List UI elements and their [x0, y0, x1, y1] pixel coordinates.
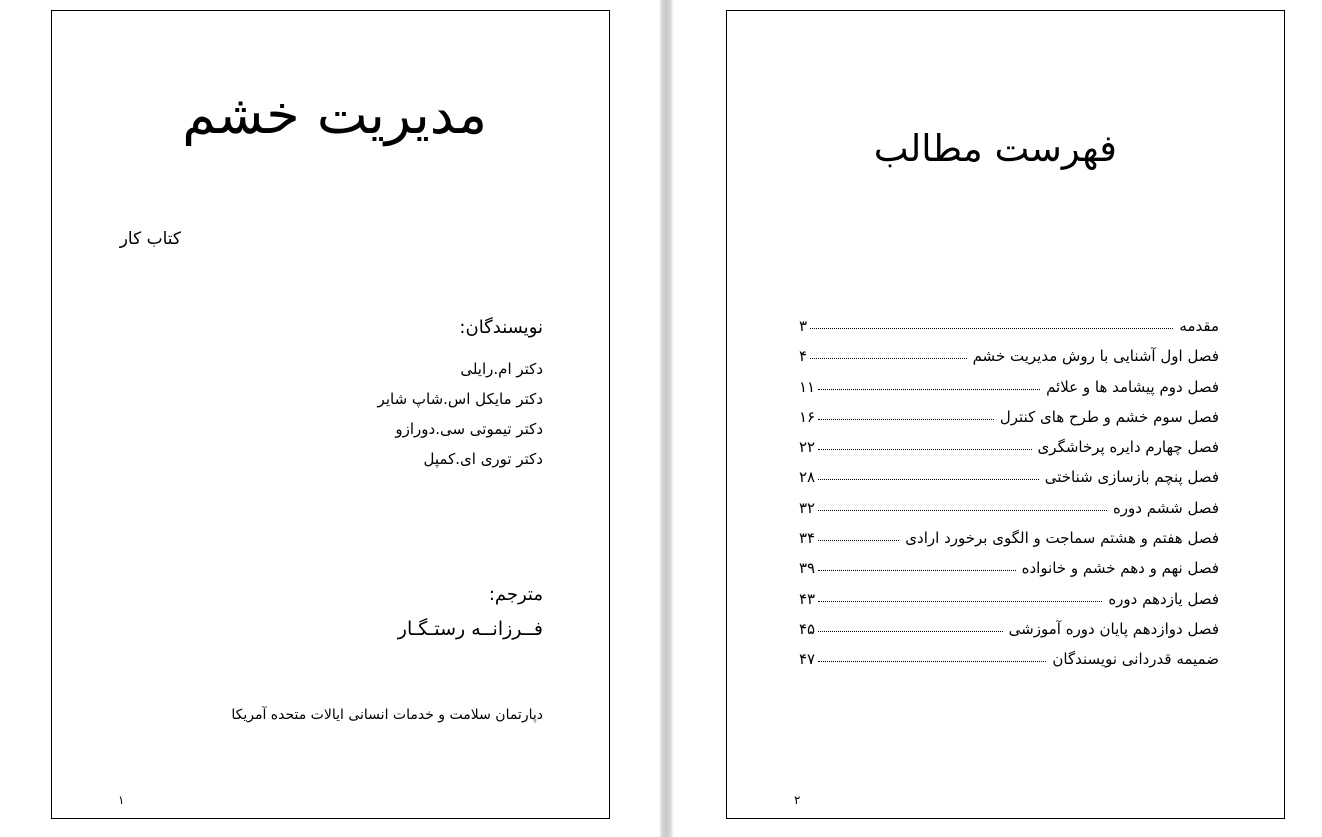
toc-entry	[799, 317, 1219, 347]
toc-entry-page-number: ۱۱	[799, 377, 816, 396]
toc-entry-page-number: ۱۶	[799, 407, 816, 426]
author-line: دکتر ام.رایلی	[460, 360, 543, 378]
toc-entry-label: فصل ششم دوره	[1112, 498, 1219, 517]
page-gutter	[659, 0, 674, 837]
translator-heading: مترجم:	[488, 584, 543, 605]
toc-entry	[799, 590, 1219, 620]
author-line: دکتر توری ای.کمپل	[423, 450, 543, 468]
toc-leader-dots	[818, 510, 1107, 511]
toc-entry	[799, 408, 1219, 438]
toc-entry-page-number: ۴۳	[799, 589, 816, 608]
document-page-1	[51, 10, 610, 819]
toc-leader-dots	[818, 419, 994, 420]
toc-leader-dots	[810, 328, 1173, 329]
book-subtitle: کتاب کار	[119, 229, 181, 249]
toc-entry-page-number: ۳	[799, 317, 808, 335]
author-line: دکتر تیموتی سی.دورازو	[395, 420, 543, 438]
toc-entry-label: فصل پنچم بازسازی شناختی	[1044, 468, 1219, 487]
toc-entry	[799, 499, 1219, 529]
toc-leader-dots	[810, 358, 967, 359]
toc-entry	[799, 468, 1219, 498]
page-number: ۱	[118, 793, 125, 807]
toc-entry-page-number: ۲۲	[799, 438, 816, 457]
toc-leader-dots	[818, 449, 1031, 450]
toc-entry-label: فصل اول آشنایی با روش مدیریت خشم	[972, 347, 1219, 366]
toc-leader-dots	[818, 479, 1039, 480]
toc-entry-page-number: ۳۴	[799, 529, 816, 548]
toc-entry-page-number: ۴۵	[799, 619, 816, 638]
toc-entry	[799, 559, 1219, 589]
toc-entry-label: فصل چهارم دایره پرخاشگری	[1037, 438, 1219, 457]
toc-entry	[799, 438, 1219, 468]
toc-entry-page-number: ۴	[799, 347, 808, 366]
toc-leader-dots	[818, 631, 1003, 632]
toc-entry-page-number: ۴۷	[799, 650, 816, 669]
toc-entry	[799, 650, 1219, 680]
toc-entry	[799, 378, 1219, 408]
toc-entry-page-number: ۲۸	[799, 468, 816, 487]
translator-name: فــرزانــه رستـگـار	[397, 618, 543, 640]
table-of-contents	[799, 317, 1219, 681]
toc-entry-label: فصل نهم و دهم خشم و خانواده	[1021, 559, 1219, 578]
document-page-2	[726, 10, 1285, 819]
toc-leader-dots	[818, 540, 899, 541]
authors-heading: نویسندگان:	[459, 317, 543, 338]
toc-entry-label: ضمیمه قدردانی نویسندگان	[1052, 650, 1219, 669]
toc-leader-dots	[818, 661, 1046, 662]
toc-entry-page-number: ۳۹	[799, 559, 816, 578]
toc-entry-page-number: ۳۲	[799, 498, 816, 517]
department-line: دپارتمان سلامت و خدمات انسانی ایالات متحده آمریکا	[231, 707, 543, 723]
toc-leader-dots	[818, 601, 1102, 602]
toc-entry-label: فصل یازدهم دوره	[1108, 589, 1219, 608]
author-line: دکتر مایکل اس.شاپ شایر	[377, 390, 543, 408]
toc-entry	[799, 529, 1219, 559]
toc-entry-label: فصل دوازدهم پایان دوره آموزشی	[1008, 619, 1219, 638]
toc-entry-label: فصل سوم خشم و طرح های کنترل	[999, 407, 1219, 426]
page-number: ۲	[794, 793, 801, 807]
toc-leader-dots	[818, 570, 1015, 571]
toc-entry	[799, 620, 1219, 650]
toc-entry-label: فصل هفتم و هشتم سماجت و الگوی برخورد ارادی	[905, 529, 1219, 548]
toc-entry-label: فصل دوم پیشامد ها و علائم	[1046, 377, 1219, 396]
toc-entry-label: مقدمه	[1179, 317, 1219, 335]
toc-leader-dots	[818, 389, 1040, 390]
book-title: مدیریت خشم	[182, 83, 487, 146]
toc-title: فهرست مطالب	[873, 127, 1117, 170]
toc-entry	[799, 347, 1219, 377]
